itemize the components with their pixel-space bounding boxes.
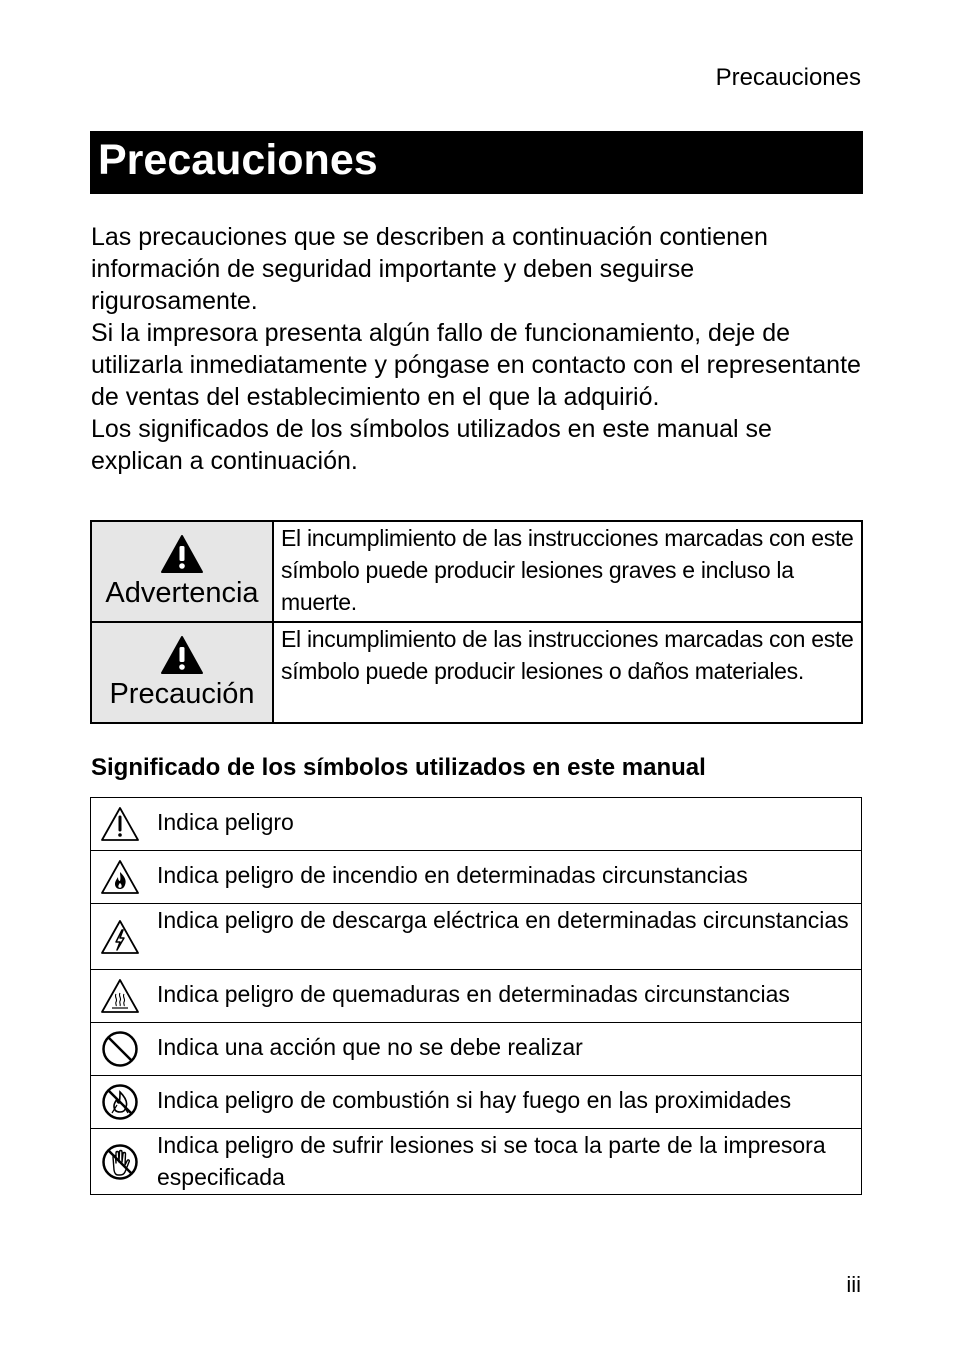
table-row [91,904,862,970]
symbol-description: Indica peligro de sufrir lesiones si se toca la parte de la impresora especificada [149,1129,862,1195]
symbol-table [90,797,862,1195]
symbol-icon-cell [91,1023,150,1076]
symbol-description: Indica una acción que no se debe realizar [149,1023,862,1076]
symbol-description: Indica peligro de incendio en determinadas circunstancias [149,851,862,904]
section-heading: Significado de los símbolos utilizados en este manual [91,754,706,781]
running-header: Precauciones [715,64,861,91]
symbol-description: Indica peligro de combustión si hay fuego en las proximidades [149,1076,862,1129]
table-row [91,851,862,904]
intro-paragraph: Los significados de los símbolos utilizados en este manual se explican a continuación. [91,415,772,475]
symbol-icon-cell [91,970,150,1023]
danger-triangle-icon [100,806,140,842]
page-number: iii [846,1272,861,1297]
signal-word-precaucion: Precaución [109,678,255,710]
table-row [91,970,862,1023]
table-row [91,1076,862,1129]
signal-description: El incumplimiento de las instrucciones marcadas con este símbolo puede producir lesiones o daños materiales. [273,622,862,723]
do-not-touch-icon [100,1143,140,1181]
page-title: Precauciones [90,131,863,194]
warning-triangle-icon [160,635,204,675]
table-row [91,1023,862,1076]
warning-triangle-icon [160,534,204,574]
symbol-description: Indica peligro de descarga eléctrica en determinadas circunstancias [149,904,862,970]
fire-triangle-icon [100,859,140,895]
electric-shock-triangle-icon [100,919,140,955]
symbol-icon-cell [91,1076,150,1129]
table-row [91,798,862,851]
symbol-description: Indica peligro [149,798,862,851]
signal-word-advertencia: Advertencia [105,577,259,609]
symbol-icon-cell [91,1129,150,1195]
intro-paragraph: Si la impresora presenta algún fallo de funcionamiento, deje de utilizarla inmediatamente y póngase en contacto con el representante de ventas del establecimiento en el que la adquirió. [91,319,861,411]
signal-description: El incumplimiento de las instrucciones marcadas con este símbolo puede producir lesiones graves e incluso la muerte. [273,521,862,622]
symbol-description: Indica peligro de quemaduras en determinadas circunstancias [149,970,862,1023]
symbol-icon-cell [91,904,150,970]
intro-paragraph: Las precauciones que se describen a continuación contienen información de seguridad importante y deben seguirse rigurosamente. [91,223,768,315]
prohibited-icon [100,1030,140,1068]
table-row [91,1129,862,1195]
signal-row-warning [91,521,862,622]
signal-row-caution [91,622,862,723]
intro-text [91,221,866,477]
signal-label-cell [91,521,273,622]
symbol-icon-cell [91,798,150,851]
no-open-flame-icon [100,1083,140,1121]
signal-word-table [90,520,863,724]
symbol-icon-cell [91,851,150,904]
hot-surface-triangle-icon [100,978,140,1014]
signal-label-cell [91,622,273,723]
